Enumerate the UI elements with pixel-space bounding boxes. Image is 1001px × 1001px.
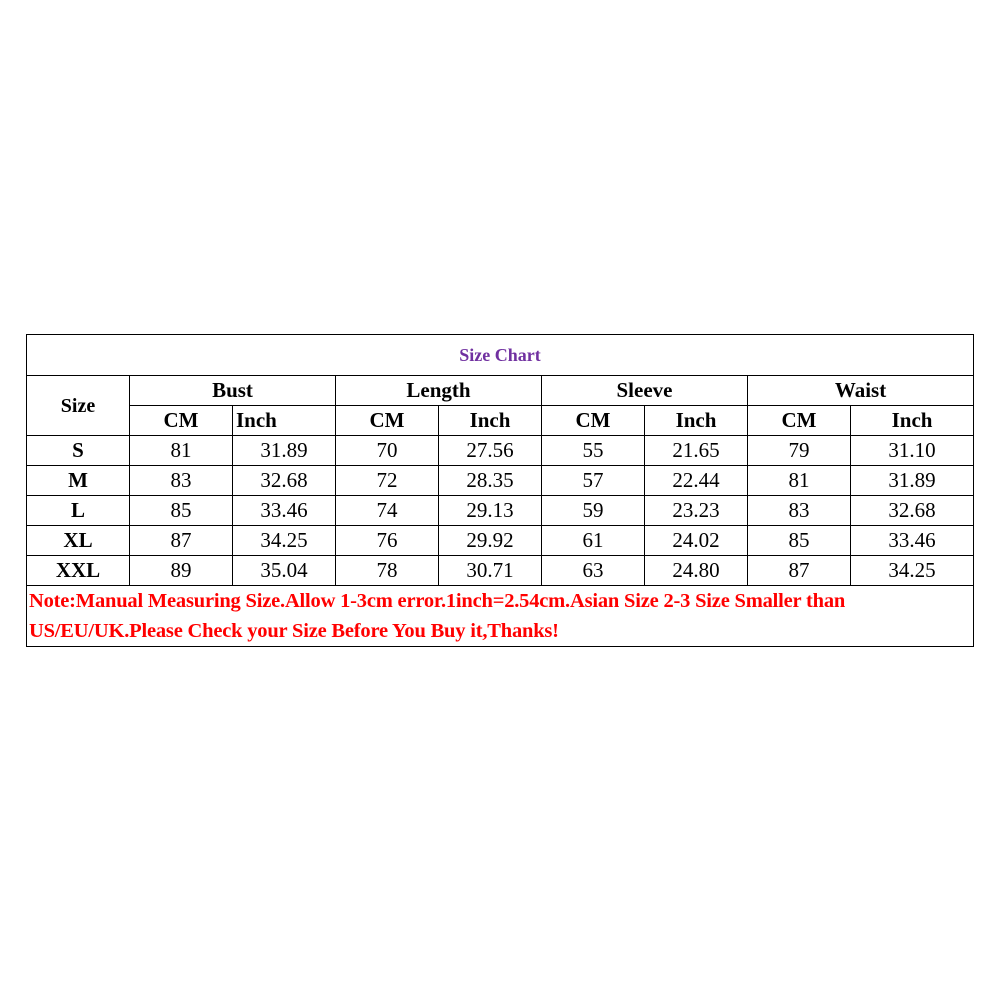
sleeve-cm-cell: 55 (542, 436, 645, 466)
bust-inch-cell: 34.25 (233, 526, 336, 556)
sleeve-inch-cell: 24.80 (645, 556, 748, 586)
waist-cm-cell: 81 (748, 466, 851, 496)
sleeve-cm-cell: 59 (542, 496, 645, 526)
sleeve-inch-cell: 22.44 (645, 466, 748, 496)
length-cm-cell: 74 (336, 496, 439, 526)
group-header-length: Length (336, 376, 542, 406)
waist-cm-cell: 83 (748, 496, 851, 526)
length-inch-cell: 27.56 (439, 436, 542, 466)
length-cm-cell: 72 (336, 466, 439, 496)
table-row (27, 526, 974, 556)
group-header-waist: Waist (748, 376, 974, 406)
waist-cm-cell: 87 (748, 556, 851, 586)
unit-header-sleeve-inch: Inch (645, 406, 748, 436)
group-header-bust: Bust (130, 376, 336, 406)
unit-header-length-cm: CM (336, 406, 439, 436)
chart-title: Size Chart (27, 335, 974, 376)
waist-inch-cell: 32.68 (851, 496, 974, 526)
table-row (27, 466, 974, 496)
waist-cm-cell: 85 (748, 526, 851, 556)
waist-inch-cell: 31.10 (851, 436, 974, 466)
bust-cm-cell: 85 (130, 496, 233, 526)
waist-inch-cell: 31.89 (851, 466, 974, 496)
group-header-sleeve: Sleeve (542, 376, 748, 406)
unit-header-waist-cm: CM (748, 406, 851, 436)
unit-header-bust-inch: Inch (233, 406, 336, 436)
unit-header-bust-cm: CM (130, 406, 233, 436)
bust-cm-cell: 87 (130, 526, 233, 556)
bust-inch-cell: 33.46 (233, 496, 336, 526)
size-chart-table (26, 334, 974, 647)
bust-inch-cell: 35.04 (233, 556, 336, 586)
unit-header-row (27, 406, 974, 436)
size-label: M (27, 466, 130, 496)
length-cm-cell: 70 (336, 436, 439, 466)
size-column-header: Size (27, 376, 130, 436)
table-row (27, 436, 974, 466)
bust-inch-cell: 32.68 (233, 466, 336, 496)
waist-inch-cell: 33.46 (851, 526, 974, 556)
length-cm-cell: 76 (336, 526, 439, 556)
table-row (27, 496, 974, 526)
waist-cm-cell: 79 (748, 436, 851, 466)
length-inch-cell: 30.71 (439, 556, 542, 586)
size-label: L (27, 496, 130, 526)
size-label: XL (27, 526, 130, 556)
sleeve-inch-cell: 21.65 (645, 436, 748, 466)
title-row (27, 335, 974, 376)
bust-cm-cell: 83 (130, 466, 233, 496)
unit-header-waist-inch: Inch (851, 406, 974, 436)
length-inch-cell: 28.35 (439, 466, 542, 496)
unit-header-length-inch: Inch (439, 406, 542, 436)
bust-cm-cell: 89 (130, 556, 233, 586)
unit-header-sleeve-cm: CM (542, 406, 645, 436)
size-note: Note:Manual Measuring Size.Allow 1-3cm error.1inch=2.54cm.Asian Size 2-3 Size Smaller than US/EU/UK.Please Check your Size Before You Buy it,Thanks! (27, 586, 974, 647)
group-header-row (27, 376, 974, 406)
sleeve-cm-cell: 63 (542, 556, 645, 586)
note-row (27, 586, 974, 647)
bust-inch-cell: 31.89 (233, 436, 336, 466)
sleeve-cm-cell: 61 (542, 526, 645, 556)
length-cm-cell: 78 (336, 556, 439, 586)
sleeve-inch-cell: 24.02 (645, 526, 748, 556)
length-inch-cell: 29.13 (439, 496, 542, 526)
length-inch-cell: 29.92 (439, 526, 542, 556)
size-label: S (27, 436, 130, 466)
bust-cm-cell: 81 (130, 436, 233, 466)
size-label: XXL (27, 556, 130, 586)
table-row (27, 556, 974, 586)
sleeve-inch-cell: 23.23 (645, 496, 748, 526)
sleeve-cm-cell: 57 (542, 466, 645, 496)
waist-inch-cell: 34.25 (851, 556, 974, 586)
